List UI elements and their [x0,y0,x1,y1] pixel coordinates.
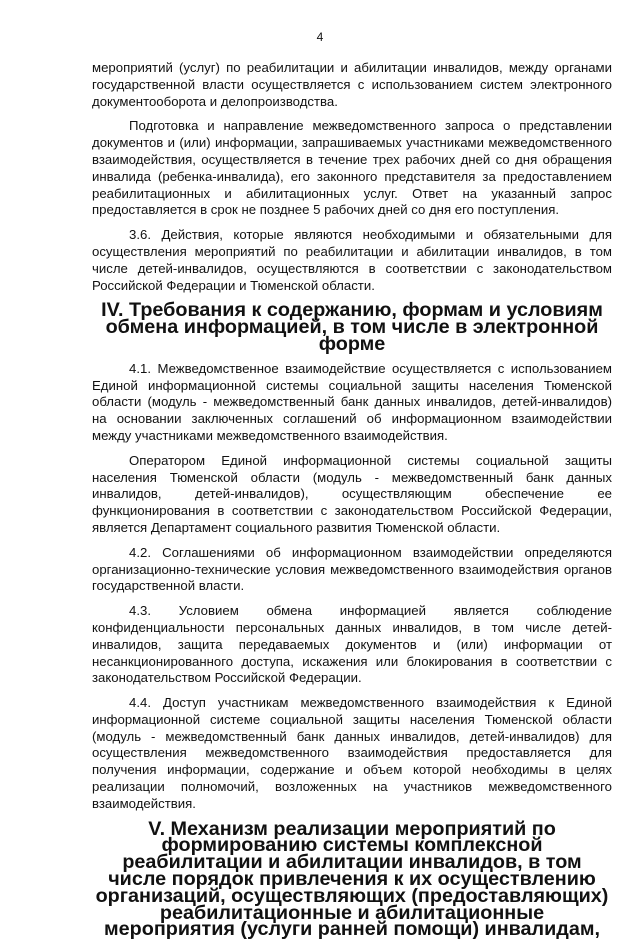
section-heading-iv: IV. Требования к содержанию, формам и условиям обмена информацией, в том числе в электронной форме [101,299,603,355]
paragraph-4-2: 4.2. Соглашениями об информационном взаимодействии определяются организационно-технические условия межведомственного взаимодействия органов государственной власти. [92,544,612,594]
paragraph-interagency-request: Подготовка и направление межведомственного запроса о представлении документов и (или) информации, запрашиваемых участниками межведомственного взаимодействия, осуществляется в течение трех рабочих дней со дня обращения инвалида (ребенка-инвалида), его законного представителя за предоставлением реабилитационных и абилитационных услуг. Ответ на указанный запрос предоставляется в срок не позднее 5 рабочих дней со дня его поступления. [92,118,612,218]
paragraph-4-4: 4.4. Доступ участникам межведомственного взаимодействия к Единой информационной системе социальной защиты населения Тюменской области (модуль - межведомственный банк данных инвалидов, детей-инвалидов) для осуществления межведомственного взаимодействия предоставляется для получения информации, содержание и объем которой необходимы в целях реализации полномочий, возложенных на участников межведомственного взаимодействия. [92,695,612,811]
paragraph-3-6: 3.6. Действия, которые являются необходимыми и обязательными для осуществления мероприятий по реабилитации и абилитации инвалидов, в том числе детей-инвалидов, осуществляются в соответствии с законодательством Российской Федерации и Тюменской области. [92,227,612,293]
document-body [92,60,612,946]
paragraph-continuation: мероприятий (услуг) по реабилитации и абилитации инвалидов, между органами государственной власти осуществляется с использованием систем электронного документооборота и делопроизводства. [92,60,612,109]
section-heading-v: V. Механизм реализации мероприятий по формированию системы комплексной реабилитации и абилитации инвалидов, в том числе порядок привлечения к их осуществлению организаций, осуществляющих (предоставляющих) реабилитационные и абилитационные мероприятия (услуги ранней помощи) инвалидам, [95,817,609,941]
paragraph-4-3: 4.3. Условием обмена информацией является соблюдение конфиденциальности персональных данных инвалидов, в том числе детей-инвалидов, защита передаваемых документов и (или) информации от несанкционированного доступа, искажения или блокирования в соответствии с законодательством Российской Федерации. [92,603,612,686]
page-number: 4 [316,30,324,44]
paragraph-4-1: 4.1. Межведомственное взаимодействие осуществляется с использованием Единой информационной системы социальной защиты населения Тюменской области (модуль - межведомственный банк данных инвалидов, детей-инвалидов) на основании заключенных соглашений об информационном взаимодействии между участниками межведомственного взаимодействия. [92,360,612,443]
paragraph-operator: Оператором Единой информационной системы социальной защиты населения Тюменской области (модуль - межведомственный банк данных инвалидов, детей-инвалидов), осуществляющим обеспечение ее функционирования в соответствии с законодательством Российской Федерации, является Департамент социального развития Тюменской области. [92,452,612,535]
